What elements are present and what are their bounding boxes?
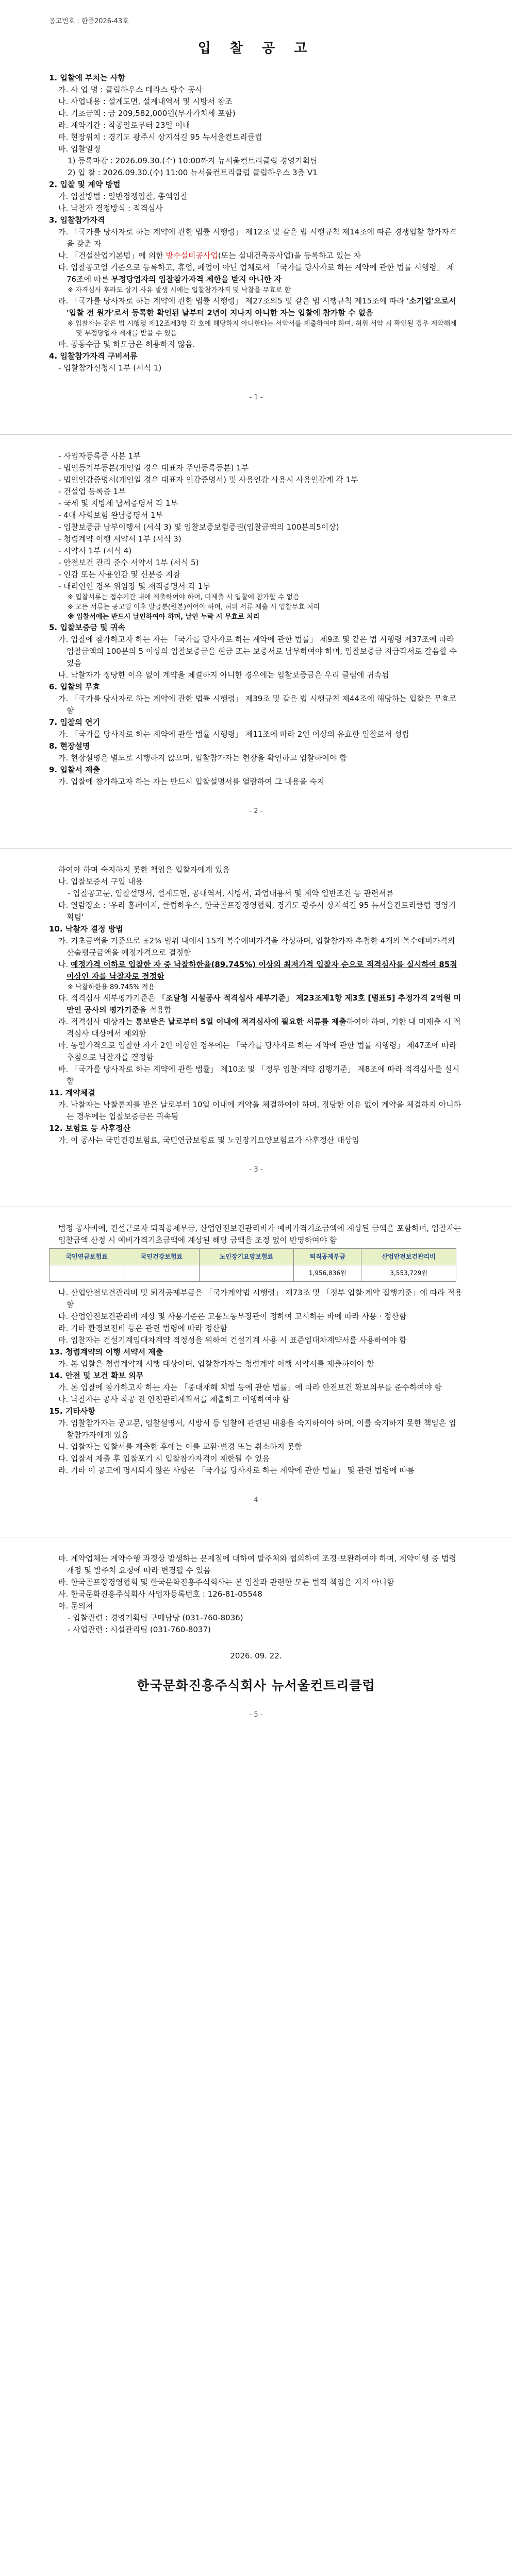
table-header-cell: 국민건강보험료	[124, 1249, 199, 1265]
paragraph: - 건설업 등록증 1부	[58, 487, 126, 496]
paragraph: 1) 등록마감 : 2026.09.30.(수) 10:00까지 뉴서울컨트리클럽 경영기획팀	[68, 156, 318, 165]
page-number: - 1 -	[249, 394, 263, 401]
paragraph: - 4대 사회보험 완납증명서 1부	[58, 511, 163, 520]
section-heading: 13. 청렴계약의 이행 서약서 제출	[49, 1347, 163, 1357]
table-row	[49, 1265, 456, 1282]
paragraph: - 입찰공고문, 입찰설명서, 설계도면, 공내역서, 시방서, 과업내용서 및 계약 일반조건 등 관련서류	[68, 889, 394, 898]
paragraph: 라. 기타 환경보전비 등은 관련 법령에 따라 정산함	[58, 1324, 227, 1333]
paragraph: ※ 입찰자는 같은 법 시행령 제12조제3항 각 호에 해당하지 아니한다는 서약서를 제출하여야 하며, 허위 서약 시 확인될 경우 계약해제 및 부정당업자 제재를 받을 수 있음	[68, 320, 457, 337]
paragraph: - 대리인인 경우 위임장 및 재직증명서 각 1부	[58, 582, 210, 591]
table-cell	[199, 1265, 294, 1282]
paragraph: 다. 열람장소 : '우리 홈페이지, 클럽하우스, 한국골프장경영협회, 경기도 광주시 상지석길 95 뉴서울컨트리클럽 경영기획팀'	[58, 901, 456, 922]
paragraph: - 입찰관련 : 경영기획팀 구매담당 (031-760-8036)	[68, 1613, 243, 1622]
paragraph: 가. 낙찰자는 낙찰통지를 받은 날로부터 10일 이내에 계약을 체결하여야 하며, 정당한 이유 없이 계약을 체결하지 아니하는 경우에는 입찰보증금은 귀속됨	[58, 1100, 461, 1121]
section-heading: 15. 기타사항	[49, 1406, 95, 1416]
paragraph: 나. 낙찰자가 정당한 이유 없이 계약을 체결하지 아니한 경우에는 입찰보증금은 우리 클럽에 귀속됨	[58, 670, 389, 680]
page-number: - 3 -	[249, 1166, 263, 1174]
paragraph: 나. 낙찰자 결정방식 : 적격심사	[58, 204, 163, 213]
paragraph: 나. 산업안전보건관리비 및 퇴직공제부금은 「국가계약법 시행령」 제73조 및 「정부 입찰·계약 집행기준」에 따라 적용함	[58, 1288, 463, 1309]
paragraph: - 국세 및 지방세 납세증명서 각 1부	[58, 499, 178, 508]
paragraph: 나. 예정가격 이하로 입찰한 자 중 낙찰하한율(89.745%) 이상의 최저가격 입찰자 순으로 적격심사를 실시하여 85점 이상인 자를 낙찰자로 결정함	[58, 960, 457, 981]
page-number: - 2 -	[249, 807, 263, 815]
page	[0, 1207, 512, 1506]
paragraph: - 사업관련 : 시설관리팀 (031-760-8037)	[68, 1625, 211, 1634]
section-heading: 11. 계약체결	[49, 1088, 95, 1097]
paragraph: 가. 「국가를 당사자로 하는 계약에 관한 법률 시행령」 제12조 및 같은 법 시행규칙 제14조에 따른 경쟁입찰 참가자격을 갖춘 자	[58, 227, 457, 248]
paragraph: ※ 낙찰하한율 89.745% 적용	[68, 984, 155, 991]
paragraph: - 인감 또는 사용인감 및 신분증 지참	[58, 570, 180, 579]
page-number: - 4 -	[249, 1496, 263, 1504]
table-cell	[124, 1265, 199, 1282]
paragraph: 다. 기초금액 : 금 209,582,000원(부가가치세 포함)	[58, 109, 236, 118]
paragraph: 나. 낙찰자는 공사 착공 전 안전관리계획서를 제출하고 이행하여야 함	[58, 1395, 290, 1404]
paragraph: 가. 입찰참가자는 공고문, 입찰설명서, 시방서 등 입찰에 관련된 내용을 숙지하여야 하며, 이를 숙지하지 못한 책임은 입찰참가자에게 있음	[58, 1418, 456, 1439]
paragraph: - 입찰보증금 납부이행서 (서식 3) 및 입찰보증보험증권(입찰금액의 100분의5이상)	[58, 522, 339, 532]
page-title: 입 찰 공 고	[197, 41, 315, 56]
section-heading: 9. 입찰서 제출	[49, 765, 101, 774]
paragraph: 가. 기초금액을 기준으로 ±2% 범위 내에서 15개 복수예비가격을 작성하며, 입찰참가자 추첨한 4개의 복수예비가격의 산술평균금액을 예정가격으로 결정함	[58, 936, 455, 957]
page	[0, 1537, 512, 1721]
paragraph: - 사업자등록증 사본 1부	[58, 451, 141, 461]
paragraph: 마. 동일가격으로 입찰한 자가 2인 이상인 경우에는 「국가를 당사자로 하는 계약에 관한 법률 시행령」 제47조에 따라 추첨으로 낙찰자를 결정함	[58, 1041, 457, 1062]
table-header-cell: 국민연금보험료	[49, 1249, 124, 1265]
paragraph: 마. 현장위치 : 경기도 광주시 상지석길 95 뉴서울컨트리클럽	[58, 132, 262, 142]
paragraph: 가. 입찰에 참가하고자 하는 자는 「국가를 당사자로 하는 계약에 관한 법률」 제9조 및 같은 법 시행령 제37조에 따라 입찰금액의 100분의 5 이상의 입찰보증금을 현금 또는 보증서로 납부하여야 하며, 입찰보증금 지급각서로 갈음할 수 있음	[58, 635, 457, 668]
paragraph: ※ 입찰서류는 접수기간 내에 제출하여야 하며, 미제출 시 입찰에 참가할 수 없음	[68, 594, 300, 601]
paragraph: - 안전보건 관리 준수 서약서 1부 (서식 5)	[58, 558, 199, 567]
page	[0, 435, 512, 817]
issuer-name: 한국문화진흥주식회사 뉴서울컨트리클럽	[137, 1678, 375, 1693]
page	[0, 849, 512, 1176]
paragraph: 가. 본 입찰에 참가하고자 하는 자는 「중대재해 처벌 등에 관한 법률」에 따라 안전보건 확보의무를 준수하여야 함	[58, 1383, 442, 1392]
paragraph: 가. 사 업 명 : 클럽하우스 테라스 방수 공사	[58, 85, 203, 94]
paragraph: - 청렴계약 이행 서약서 1부 (서식 3)	[58, 534, 181, 544]
paragraph: 가. 「국가를 당사자로 하는 계약에 관한 법률 시행령」 제11조에 따라 2인 이상의 유효한 입찰로서 성립	[58, 730, 409, 739]
section-heading: 2. 입찰 및 계약 방법	[49, 180, 121, 189]
paragraph: 가. 「국가를 당사자로 하는 계약에 관한 법률 시행령」 제39조 및 같은 법 시행규칙 제44조에 해당하는 입찰은 무효로 함	[58, 694, 457, 715]
paragraph: 하여야 하며 숙지하지 못한 책임은 입찰자에게 있음	[58, 865, 230, 874]
paragraph: 나. 입찰자는 입찰서를 제출한 후에는 이를 교환·변경 또는 취소하지 못함	[58, 1442, 302, 1451]
paragraph: 바. 한국골프장경영협회 및 한국문화진흥주식회사는 본 입찰과 관련한 모든 법적 책임을 지지 아니함	[58, 1578, 394, 1587]
paragraph: ※ 모든 서류는 공고일 이후 발급분(원본)이어야 하며, 허위 서류 제출 시 입찰무효 처리	[68, 603, 320, 611]
paragraph: ※ 자격심사 후라도 상기 사유 발생 시에는 입찰참가자격 및 낙찰을 무효로 함	[68, 286, 291, 294]
paragraph: 가. 현장설명은 별도로 시행하지 않으며, 입찰참가자는 현장을 확인하고 입찰하여야 함	[58, 753, 347, 762]
paragraph: 라. 기타 이 공고에 명시되지 않은 사항은 「국가를 당사자로 하는 계약에 관한 법률」 및 관련 법령에 따름	[58, 1466, 415, 1475]
paragraph: 아. 문의처	[58, 1601, 93, 1611]
paragraph: 다. 산업안전보건관리비 계상 및 사용기준은 고용노동부장관이 정하여 고시하는 바에 따라 사용 · 정산함	[58, 1312, 407, 1321]
paragraph: 바. 입찰일정	[58, 144, 101, 154]
section-heading: 12. 보험료 등 사후정산	[49, 1124, 131, 1133]
section-heading: 7. 입찰의 연기	[49, 718, 101, 727]
section-heading: 8. 현장설명	[49, 741, 90, 751]
table-cell	[49, 1265, 124, 1282]
paragraph: 마. 입찰자는 건설기계임대차계약 적정성을 위하여 건설기계 사용 시 표준임대차계약서를 사용하여야 함	[58, 1335, 407, 1345]
paragraph: 다. 입찰서 제출 후 입찰포기 시 입찰참가자격이 제한될 수 있음	[58, 1454, 270, 1463]
paragraph: - 법인인감증명서(개인일 경우 대표자 인감증명서) 및 사용인감 사용시 사용인감계 각 1부	[58, 475, 358, 484]
paragraph: - 서약서 1부 (서식 4)	[58, 546, 132, 555]
table-header-cell: 노인장기요양보험료	[199, 1249, 294, 1265]
paragraph: 가. 입찰방법 : 일반경쟁입찰, 총액입찰	[58, 192, 188, 201]
table-cell: 1,956,836원	[294, 1265, 361, 1282]
paragraph: 나. 입찰보증서 구입 내용	[58, 877, 143, 886]
paragraph: 나. 「건설산업기본법」에 의한 방수설비공사업(또는 실내건축공사업)을 등록하고 있는 자	[58, 251, 361, 260]
paragraph: 라. 「국가를 당사자로 하는 계약에 관한 법률 시행령」 제27조의5 및 같은 법 시행규칙 제15조에 따라 '소기업'으로서 '입찰 전 원가'로서 등록한 확인된 날부터 2년이 지나지 아니한 자는 입찰에 참가할 수 없음	[58, 296, 456, 317]
insurance-fee-table	[49, 1248, 456, 1282]
paragraph: 사. 한국문화진흥주식회사 사업자등록번호 : 126-81-05548	[58, 1589, 262, 1599]
paragraph: 다. 입찰공고일 기준으로 등록하고, 휴업, 폐업이 아닌 업체로서 「국가를 당사자로 하는 계약에 관한 법률 시행령」 제76조에 따른 부정당업자의 입찰참가자격 제한을 받지 아니한 자	[58, 263, 454, 284]
paragraph: 법정 공사비에, 건설근로자 퇴직공제부금, 산업안전보건관리비가 예비가격기초금액에 계상된 금액을 포함하며, 입찰자는 입찰금액 산정 시 예비가격기초금액에 계상된 해당 금액을 조정 없이 반영하여야 함	[58, 1224, 461, 1245]
section-heading: 3. 입찰참가자격	[49, 215, 105, 225]
paragraph: 바. 「국가를 당사자로 하는 계약에 관한 법률」 제10조 및 「정부 입찰·계약 집행기준」 제8조에 따라 적격심사를 실시함	[58, 1064, 460, 1086]
section-heading: 10. 낙찰자 결정 방법	[49, 924, 123, 934]
section-heading: 4. 입찰참가자격 구비서류	[49, 351, 138, 361]
table-cell: 3,553,729원	[361, 1265, 456, 1282]
notice-date: 2026. 09. 22.	[230, 1651, 282, 1660]
paragraph: 가. 입찰에 참가하고자 하는 자는 반드시 입찰설명서를 열람하여 그 내용을 숙지	[58, 777, 325, 786]
page-number: - 5 -	[249, 1711, 263, 1719]
section-heading: 14. 안전 및 보건 확보 의무	[49, 1371, 144, 1380]
paragraph: 나. 사업내용 : 설계도면, 설계내역서 및 시방서 참조	[58, 97, 233, 106]
table-header-cell: 퇴직공제부금	[294, 1249, 361, 1265]
section-heading: 5. 입찰보증금 및 귀속	[49, 623, 125, 632]
paragraph: 마. 계약업체는 계약수행 과정상 발생하는 문제점에 대하여 발주처와 협의하여 조정·보완하여야 하며, 계약이행 중 법령 개정 및 발주처 요청에 따라 변경될 수 있음	[58, 1554, 456, 1575]
paragraph: - 법인등기부등본(개인일 경우 대표자 주민등록등본) 1부	[58, 463, 249, 472]
paragraph: 다. 적격심사 세부평가기준은 「조달청 시설공사 적격심사 세부기준」 제23조제1항 제3호 [별표5] 추정가격 2억원 미만인 공사의 평가기준을 적용함	[58, 993, 461, 1014]
paragraph: 마. 공동수급 및 하도급은 허용하지 않음.	[58, 340, 195, 349]
paragraph: 가. 이 공사는 국민건강보험료, 국민연금보험료 및 노인장기요양보험료가 사후정산 대상임	[58, 1136, 359, 1145]
paragraph: - 입찰참가신청서 1부 (서식 1)	[58, 363, 162, 372]
page	[0, 0, 512, 403]
table-header-cell: 산업안전보건관리비	[361, 1249, 456, 1265]
section-heading: 6. 입찰의 무효	[49, 682, 101, 691]
paragraph: 2) 입 찰 : 2026.09.30.(수) 11:00 뉴서울컨트리클럽 클럽하우스 3층 V1	[68, 168, 318, 177]
paragraph: 라. 적격심사 대상자는 통보받은 날로부터 5일 이내에 적격심사에 필요한 서류를 제출하여야 하며, 기한 내 미제출 시 적격심사 대상에서 제외함	[58, 1017, 461, 1038]
paragraph: 라. 계약기간 : 착공일로부터 23일 이내	[58, 121, 190, 130]
paragraph: ※ 입찰서에는 반드시 날인하여야 하며, 날인 누락 시 무효로 처리	[68, 613, 260, 621]
section-heading: 1. 입찰에 부치는 사항	[49, 73, 125, 82]
paragraph: 가. 본 입찰은 청렴계약제 시행 대상이며, 입찰참가자는 청렴계약 이행 서약서를 제출하여야 함	[58, 1359, 374, 1368]
notice-number: 공고번호 : 한중2026-43호	[49, 18, 129, 25]
